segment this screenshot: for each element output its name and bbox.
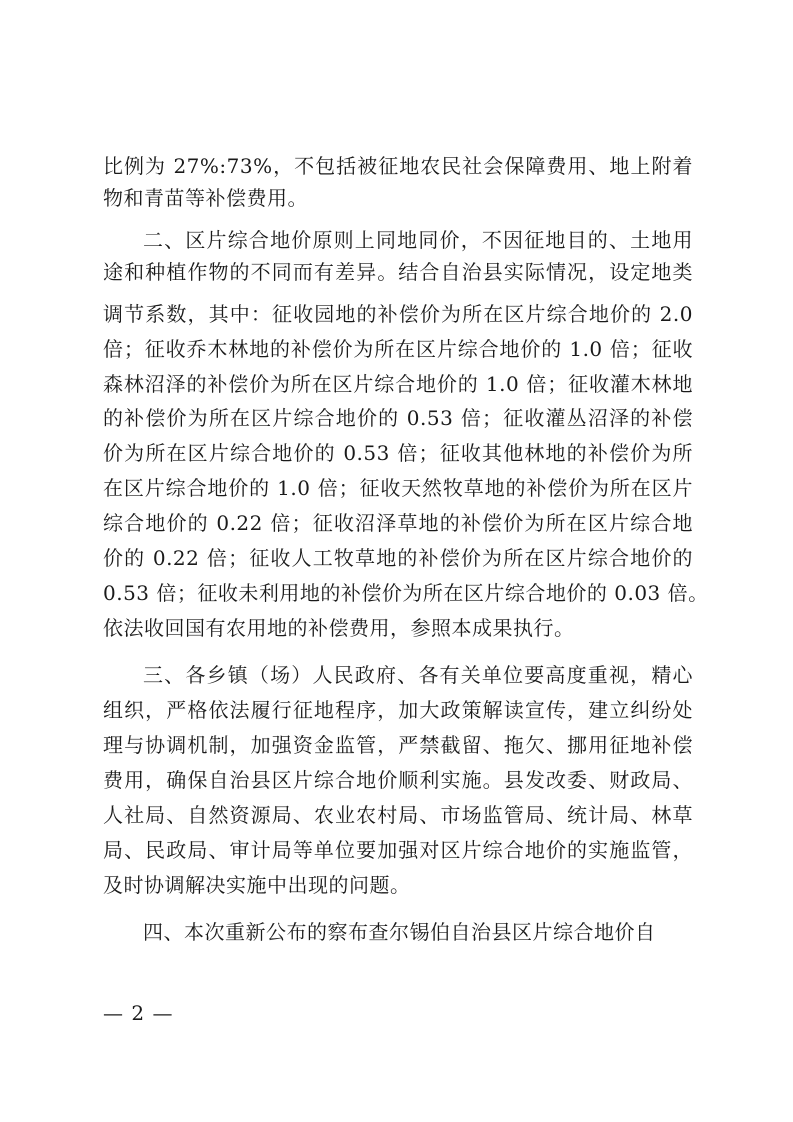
body-text-line: 依法收回国有农用地的补偿费用，参照本成果执行。 <box>103 616 575 640</box>
body-text-line: 比例为 27%:73%，不包括被征地农民社会保障费用、地上附着 <box>103 154 693 178</box>
body-text-line: 倍；征收乔木林地的补偿价为所在区片综合地价的 1.0 倍；征收 <box>103 337 693 361</box>
body-text-line: 森林沼泽的补偿价为所在区片综合地价的 1.0 倍；征收灌木林地 <box>103 372 693 396</box>
body-text-line: 物和青苗等补偿费用。 <box>103 186 308 210</box>
body-text-line: 局、民政局、审计局等单位要加强对区片综合地价的实施监管， <box>103 838 693 862</box>
body-text-line: 及时协调解决实施中出现的问题。 <box>103 873 411 897</box>
paragraph-start-line: 二、区片综合地价原则上同地同价，不因征地目的、土地用 <box>143 228 693 252</box>
body-text-line: 0.53 倍；征收未利用地的补偿价为所在区片综合地价的 0.03 倍。 <box>103 581 709 605</box>
body-text-line: 费用，确保自治县区片综合地价顺利实施。县发改委、财政局、 <box>103 768 693 792</box>
body-text-line: 的补偿价为所在区片综合地价的 0.53 倍；征收灌丛沼泽的补偿 <box>103 406 693 430</box>
body-text-line: 综合地价的 0.22 倍；征收沼泽草地的补偿价为所在区片综合地 <box>103 511 693 535</box>
body-text-line: 理与协调机制，加强资金监管，严禁截留、拖欠、挪用征地补偿 <box>103 733 693 757</box>
body-text-line: 人社局、自然资源局、农业农村局、市场监管局、统计局、林草 <box>103 803 693 827</box>
body-text-line: 价为所在区片综合地价的 0.53 倍；征收其他林地的补偿价为所 <box>103 441 693 465</box>
page-number: — 2 — <box>103 1001 174 1025</box>
body-text-line: 途和种植作物的不同而有差异。结合自治县实际情况，设定地类 <box>103 260 693 284</box>
body-text-line: 价的 0.22 倍；征收人工牧草地的补偿价为所在区片综合地价的 <box>103 546 693 570</box>
body-text-line: 组织，严格依法履行征地程序，加大政策解读宣传，建立纠纷处 <box>103 698 693 722</box>
body-text-line: 在区片综合地价的 1.0 倍；征收天然牧草地的补偿价为所在区片 <box>103 476 693 500</box>
paragraph-start-line: 四、本次重新公布的察布查尔锡伯自治县区片综合地价自 <box>143 920 656 944</box>
paragraph-start-line: 三、各乡镇（场）人民政府、各有关单位要高度重视，精心 <box>143 663 693 687</box>
body-text-line: 调节系数，其中：征收园地的补偿价为所在区片综合地价的 2.0 <box>103 302 693 326</box>
